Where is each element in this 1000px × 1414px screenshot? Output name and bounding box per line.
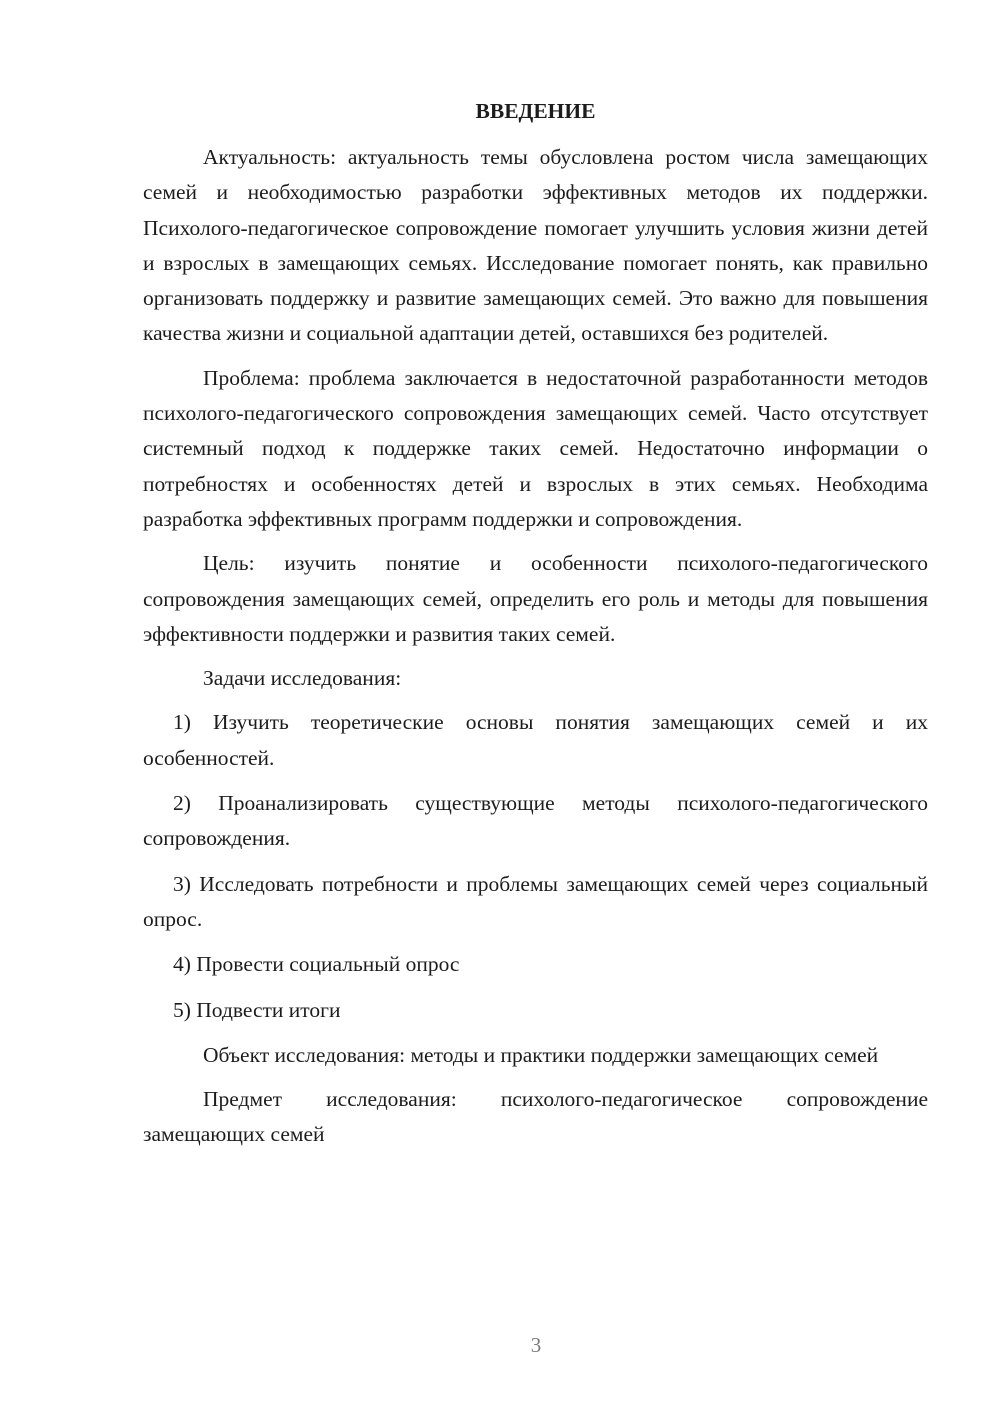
relevance-paragraph: Актуальность: актуальность темы обусловлена ростом числа замещающих семей и необходимостью разработки эффективных методов их поддержки. Психолого-педагогическое сопровождение помогает улучшить условия жизни детей и взрослых в замещающих семьях. Исследование помогает понять, как правильно организовать поддержку и развитие замещающих семей. Это важно для повышения качества жизни и социальной адаптации детей, оставшихся без родителей.	[143, 145, 928, 346]
goal-paragraph: Цель: изучить понятие и особенности психолого-педагогического сопровождения замещающих семей, определить его роль и методы для повышения эффективности поддержки и развития таких семей.	[143, 551, 928, 646]
tasks-heading: Задачи исследования:	[203, 666, 402, 691]
task-item: 3) Исследовать потребности и проблемы замещающих семей через социальный опрос.	[143, 871, 928, 931]
task-item: 1) Изучить теоретические основы понятия замещающих семей и их особенностей.	[143, 710, 928, 770]
problem-paragraph: Проблема: проблема заключается в недостаточной разработанности методов психолого-педагогического сопровождения замещающих семей. Часто отсутствует системный подход к поддержке таких семей. Недостаточно информации о потребностях и особенностях детей и взрослых в этих семьях. Необходима разработка эффективных программ поддержки и сопровождения.	[143, 365, 928, 531]
task-item: 5) Подвести итоги	[173, 997, 341, 1022]
task-item: 2) Проанализировать существующие методы психолого-педагогического сопровождения.	[143, 791, 928, 851]
page-number: 3	[530, 1333, 542, 1357]
tasks-list	[143, 705, 928, 1027]
task-item: 4) Провести социальный опрос	[173, 952, 460, 977]
page-content	[143, 94, 928, 1162]
object-paragraph: Объект исследования: методы и практики поддержки замещающих семей	[203, 1042, 879, 1067]
subject-paragraph: Предмет исследования: психолого-педагогическое сопровождение замещающих семей	[143, 1087, 928, 1147]
section-title: ВВЕДЕНИЕ	[475, 99, 596, 123]
